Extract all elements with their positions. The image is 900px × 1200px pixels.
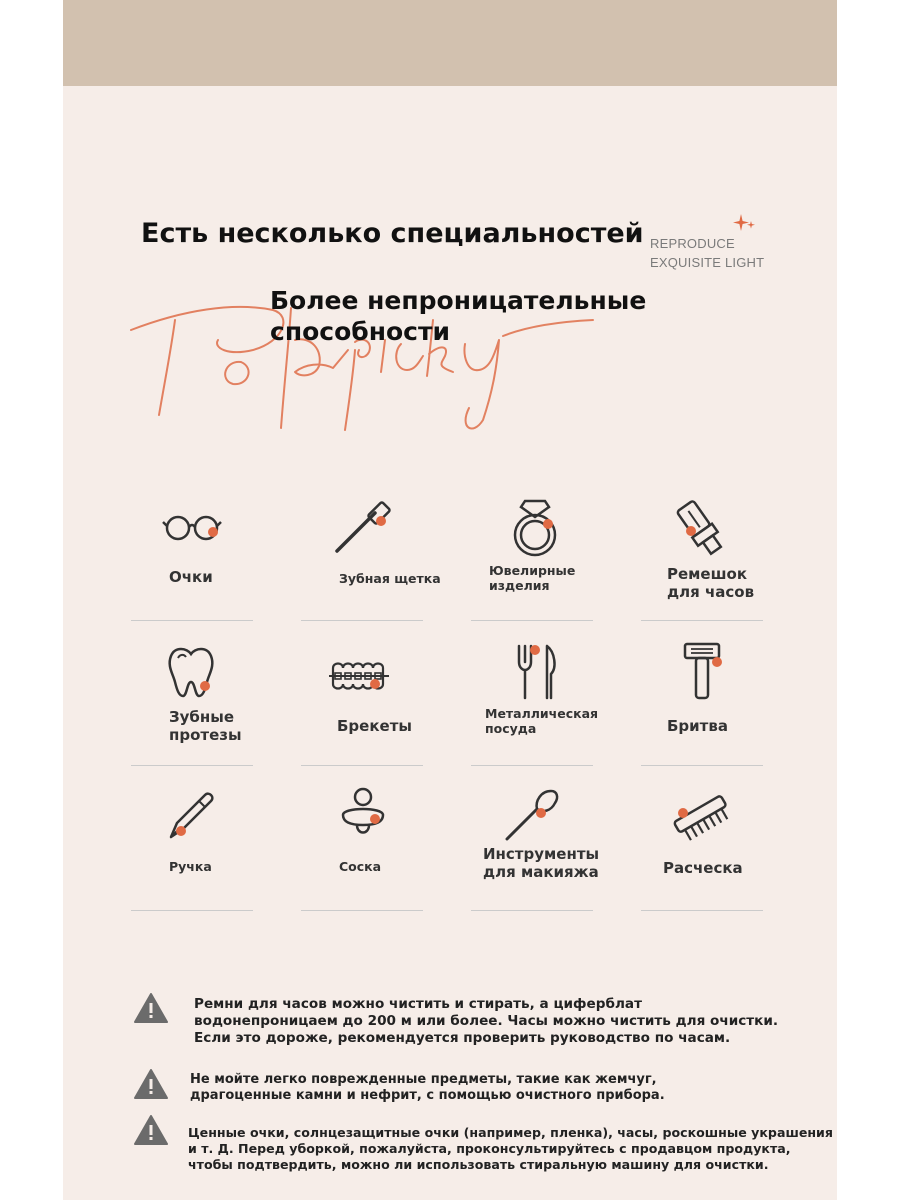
- subtitle: [270, 285, 646, 347]
- top-color-band: [63, 0, 837, 86]
- item-glasses: [131, 495, 253, 621]
- item-metal-dishes: [471, 640, 599, 766]
- subtitle-line-1: Более непроницательные: [270, 286, 647, 315]
- content-panel: [63, 0, 837, 1200]
- note-text: Ценные очки, солнцезащитные очки (например, пленка), часы, роскошные украшения и т. Д. Перед уборкой, пожалуйста, проконсультируйтесь с продавцом продукта, чтобы подтвердить, можно ли использовать стиральную машину для очистки.: [188, 1125, 833, 1172]
- item-label: Ручка: [169, 859, 212, 874]
- warning-icon: [133, 1114, 169, 1146]
- pen-icon: [161, 783, 225, 847]
- sparkle-icon: [732, 213, 756, 235]
- item-label: Расческа: [663, 859, 743, 877]
- item-label: Соска: [339, 859, 382, 874]
- item-label: Брекеты: [337, 717, 412, 735]
- makeup-brush-icon: [501, 783, 565, 847]
- watch-strap-icon: [669, 497, 733, 561]
- warning-icon: [133, 992, 169, 1024]
- braces-icon: [327, 654, 397, 704]
- ring-icon: [505, 497, 565, 561]
- brand-line-1: REPRODUCE: [650, 236, 735, 251]
- item-makeup-tools: [471, 785, 600, 911]
- note-text: Не мойте легко поврежденные предметы, такие как жемчуг, драгоценные камни и нефрит, с помощью очистного прибора.: [190, 1072, 665, 1103]
- cutlery-icon: [511, 640, 561, 704]
- brand-line-2: EXQUISITE LIGHT: [650, 255, 765, 270]
- item-label: Очки: [169, 568, 213, 586]
- brand-tagline: [650, 234, 764, 272]
- item-label: Зубные протезы: [169, 708, 242, 744]
- item-label: Зубная щетка: [339, 571, 441, 586]
- warning-icon: [133, 1068, 169, 1100]
- item-label: Бритва: [667, 717, 728, 735]
- item-dentures: [131, 640, 253, 766]
- pacifier-icon: [333, 783, 393, 847]
- item-braces: [301, 640, 423, 766]
- item-label: Ювелирные изделия: [489, 563, 576, 593]
- note-text: Ремни для часов можно чистить и стирать, а циферблат водонепроницаем до 200 м или более. Часы можно чистить для очистки. Если это дороже, рекомендуется проверить руководство по часам.: [194, 996, 779, 1046]
- glasses-icon: [159, 501, 229, 551]
- razor-icon: [679, 640, 729, 704]
- item-watch-strap: [641, 495, 763, 621]
- toothbrush-icon: [331, 499, 401, 559]
- tooth-icon: [161, 642, 221, 702]
- item-pen: [131, 785, 253, 911]
- item-pacifier: [301, 785, 423, 911]
- item-toothbrush: [301, 495, 441, 621]
- item-label: Металлическая посуда: [485, 706, 599, 736]
- item-razor: [641, 640, 763, 766]
- item-grid: [131, 495, 765, 909]
- comb-icon: [671, 785, 735, 849]
- item-label: Инструменты для макияжа: [483, 845, 600, 881]
- subtitle-line-2: способности: [270, 317, 450, 346]
- page-title: Есть несколько специальностей: [141, 218, 644, 249]
- item-comb: [641, 785, 763, 911]
- item-jewelry: [471, 495, 593, 621]
- item-label: Ремешок для часов: [667, 565, 755, 601]
